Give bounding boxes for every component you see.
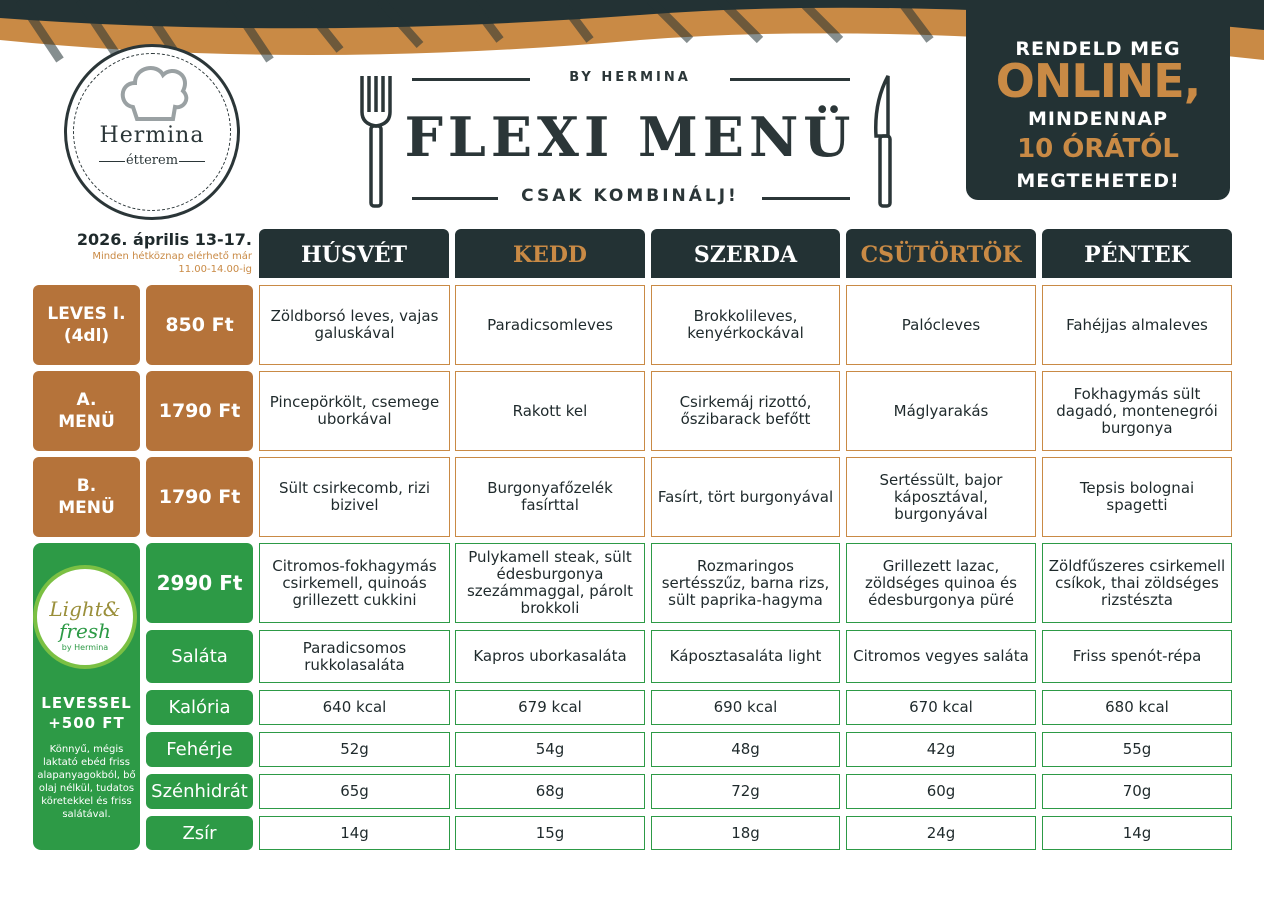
- menu-cell: Fokhagymás sült dagadó, montenegrói burgonya: [1042, 371, 1232, 451]
- light-cell: 65g: [259, 774, 450, 809]
- availability-note: Minden hétköznap elérhető már 11.00-14.00-ig: [92, 251, 252, 275]
- online-line-2: ONLINE,: [995, 54, 1201, 108]
- light-cell: Kapros uborkasaláta: [455, 630, 645, 683]
- light-cell: 670 kcal: [846, 690, 1036, 725]
- logo-subtitle: étterem: [125, 153, 179, 168]
- light-cell: Paradicsomos rukkolasaláta: [259, 630, 450, 683]
- row-label-menu-a: [33, 371, 140, 451]
- menu-cell: Rakott kel: [455, 371, 645, 451]
- light-cell: 680 kcal: [1042, 690, 1232, 725]
- light-cell: 52g: [259, 732, 450, 767]
- light-cell: Citromos-fokhagymás csirkemell, quinoás grillezett cukkini: [259, 543, 450, 623]
- light-cell: Friss spenót-répa: [1042, 630, 1232, 683]
- light-description: Könnyű, mégis laktató ebéd friss alapanyagokból, bő olaj nélkül, tudatos köretekkel és friss salátával.: [37, 744, 136, 820]
- light-cell: 14g: [1042, 816, 1232, 850]
- brand-fresh: fresh: [59, 619, 111, 643]
- week-date: 2026. április 13-17.: [76, 230, 252, 249]
- light-price-text: 2990 Ft: [156, 571, 243, 595]
- brand-by: by Hermina: [61, 643, 109, 652]
- day-header-3: [651, 229, 840, 278]
- light-fresh-panel: [33, 543, 140, 850]
- light-cell: Citromos vegyes saláta: [846, 630, 1036, 683]
- light-price: [146, 543, 253, 623]
- hermina-logo: [64, 44, 240, 220]
- light-row-label-text: Saláta: [171, 646, 228, 667]
- menu-cell: Sült csirkecomb, rizi bizivel: [259, 457, 450, 537]
- light-row-label-text: Fehérje: [166, 739, 233, 760]
- light-cell: 679 kcal: [455, 690, 645, 725]
- light-row-label-protein: [146, 732, 253, 767]
- day-label: SZERDA: [693, 242, 798, 268]
- light-cell: 54g: [455, 732, 645, 767]
- light-cell: 68g: [455, 774, 645, 809]
- light-row-label-text: Szénhidrát: [151, 781, 248, 802]
- row-price-text: 1790 Ft: [158, 400, 241, 422]
- menu-cell: Paradicsomleves: [455, 285, 645, 365]
- light-cell: 55g: [1042, 732, 1232, 767]
- online-line-5: MEGTEHETED!: [1016, 170, 1180, 192]
- logo-name: Hermina: [99, 123, 205, 148]
- row-price-menu-a: [146, 371, 253, 451]
- light-cell: Káposztasaláta light: [651, 630, 840, 683]
- menu-cell: Pincepörkölt, csemege uborkával: [259, 371, 450, 451]
- light-cell: 70g: [1042, 774, 1232, 809]
- menu-cell: Tepsis bolognai spagetti: [1042, 457, 1232, 537]
- by-label: BY HERMINA: [569, 70, 691, 85]
- row-label-menu-b: [33, 457, 140, 537]
- light-cell: 18g: [651, 816, 840, 850]
- row-price-soup: [146, 285, 253, 365]
- light-cell: 60g: [846, 774, 1036, 809]
- light-cell: Rozmaringos sertésszűz, barna rizs, sült paprika-hagyma: [651, 543, 840, 623]
- light-cell: 42g: [846, 732, 1036, 767]
- light-cell: Pulykamell steak, sült édesburgonya szezámmaggal, párolt brokkoli: [455, 543, 645, 623]
- light-cell: 48g: [651, 732, 840, 767]
- menu-cell: Sertéssült, bajor káposztával, burgonyával: [846, 457, 1036, 537]
- menu-cell: Máglyarakás: [846, 371, 1036, 451]
- menu-cell: Csirkemáj rizottó, őszibarack befőtt: [651, 371, 840, 451]
- row-price-text: 1790 Ft: [158, 486, 241, 508]
- day-label: PÉNTEK: [1084, 242, 1190, 268]
- light-cell: Grillezett lazac, zöldséges quinoa és édesburgonya püré: [846, 543, 1036, 623]
- light-cell: Zöldfűszeres csirkemell csíkok, thai zöldséges rizstészta: [1042, 543, 1232, 623]
- light-cell: 72g: [651, 774, 840, 809]
- page-title: FLEXI MENÜ: [404, 105, 856, 169]
- menu-cell: Zöldborsó leves, vajas galuskával: [259, 285, 450, 365]
- online-line-4: 10 ÓRÁTÓL: [1017, 134, 1179, 164]
- day-header-1: [259, 229, 449, 278]
- menu-cell: Fasírt, tört burgonyával: [651, 457, 840, 537]
- tagline: CSAK KOMBINÁLJ!: [521, 186, 739, 206]
- row-label-text: A. MENÜ: [58, 390, 115, 432]
- light-cell: 690 kcal: [651, 690, 840, 725]
- row-price-menu-b: [146, 457, 253, 537]
- online-line-3: MINDENNAP: [1027, 108, 1169, 130]
- levessel-label: LEVESSEL +500 FT: [41, 694, 132, 732]
- row-label-text: LEVES I. (4dl): [47, 304, 126, 346]
- knife-icon: [870, 72, 900, 208]
- fork-icon: [356, 72, 396, 208]
- light-cell: 640 kcal: [259, 690, 450, 725]
- online-line-1: RENDELD MEG: [1015, 38, 1181, 60]
- day-label: HÚSVÉT: [300, 242, 408, 268]
- row-price-text: 850 Ft: [165, 314, 234, 336]
- menu-cell: Burgonyafőzelék fasírttal: [455, 457, 645, 537]
- light-row-label-salad: [146, 630, 253, 683]
- light-cell: 15g: [455, 816, 645, 850]
- day-header-2: [455, 229, 645, 278]
- day-header-5: [1042, 229, 1232, 278]
- light-row-label-fat: [146, 816, 253, 850]
- light-cell: 24g: [846, 816, 1036, 850]
- light-cell: 14g: [259, 816, 450, 850]
- day-header-4: [846, 229, 1036, 278]
- light-fresh-logo: [37, 569, 133, 665]
- menu-cell: Palócleves: [846, 285, 1036, 365]
- chef-hat-icon: [117, 61, 193, 125]
- day-label: KEDD: [512, 242, 588, 268]
- light-row-label-text: Kalória: [168, 697, 231, 718]
- light-row-label-calories: [146, 690, 253, 725]
- menu-cell: Fahéjjas almaleves: [1042, 285, 1232, 365]
- row-label-text: B. MENÜ: [58, 476, 115, 518]
- day-label: CSÜTÖRTÖK: [860, 242, 1022, 268]
- menu-cell: Brokkolileves, kenyérkockával: [651, 285, 840, 365]
- light-row-label-text: Zsír: [182, 822, 217, 844]
- online-order-box: [966, 8, 1230, 200]
- brand-light: Light&: [49, 597, 121, 621]
- row-label-soup: [33, 285, 140, 365]
- light-row-label-carbs: [146, 774, 253, 809]
